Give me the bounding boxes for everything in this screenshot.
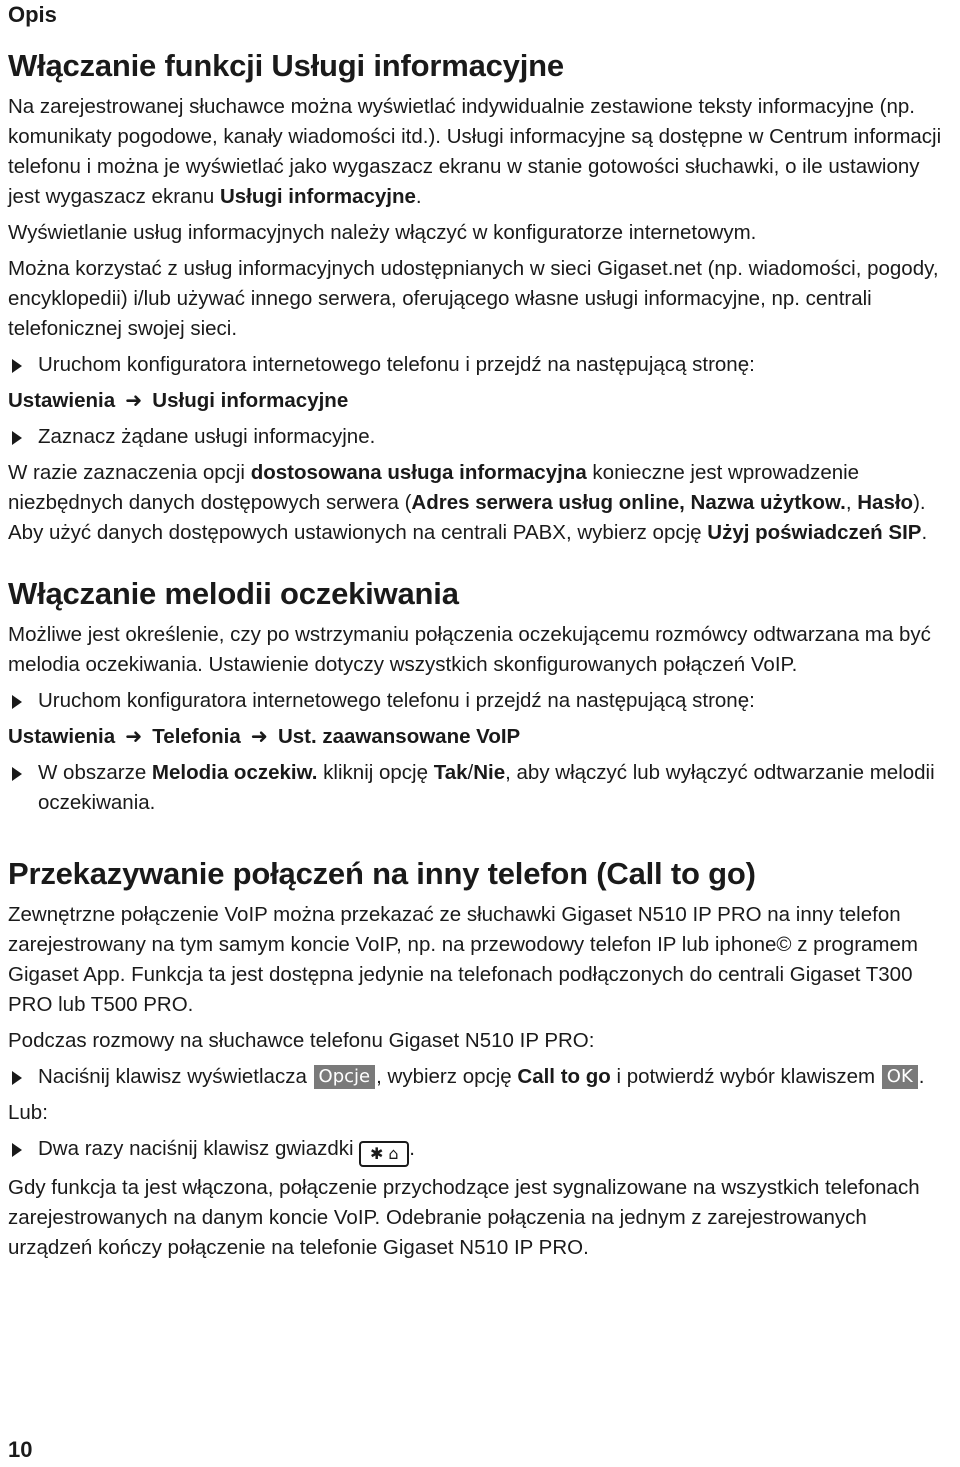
step-toggle-hold-music: W obszarze Melodia oczekiw. kliknij opcję Tak/Nie, aby włączyć lub wyłączyć odtwarzanie melodii oczekiwania. bbox=[8, 758, 952, 818]
heading-info-services: Włączanie funkcji Usługi informacyjne bbox=[8, 48, 564, 83]
document-page bbox=[8, 0, 952, 1263]
paragraph-call-to-go-result: Gdy funkcja ta jest włączona, połączenie przychodzące jest sygnalizowane na wszystkich telefonach zarejestrowanych na danym koncie VoIP. Odebranie połączenia na jednym z zarejestrowanych urządzeń kończy połączenie na telefonie Gigaset N510 IP PRO. bbox=[8, 1176, 920, 1259]
bullet-triangle-icon bbox=[12, 1143, 22, 1157]
paragraph-hold-intro: Możliwe jest określenie, czy po wstrzymaniu połączenia oczekującemu rozmówcy odtwarzana ma być melodia oczekiwania. Ustawienie dotyczy wszystkich skonfigurowanych połączeń VoIP. bbox=[8, 623, 931, 676]
paragraph-info-enable: Wyświetlanie usług informacyjnych należy włączyć w konfiguratorze internetowym. bbox=[8, 221, 757, 244]
paragraph-or: Lub: bbox=[8, 1101, 48, 1124]
paragraph-info-sources: Można korzystać z usług informacyjnych udostępnianych w sieci Gigaset.net (np. wiadomości, pogody, encyklopedii) i/lub używać innego serwera, oferującego własne usługi informacyjne, np. centrali telefonicznej swojej sieci. bbox=[8, 257, 939, 340]
bullet-triangle-icon bbox=[12, 431, 22, 445]
arrow-right-icon: ➜ bbox=[250, 725, 268, 748]
ok-softkey-icon: OK bbox=[882, 1065, 918, 1089]
step-press-options: Naciśnij klawisz wyświetlacza Opcje , wybierz opcję Call to go i potwierdź wybór klawiszem OK . bbox=[8, 1062, 952, 1092]
arrow-right-icon: ➜ bbox=[125, 389, 143, 412]
heading-hold-music: Włączanie melodii oczekiwania bbox=[8, 576, 459, 611]
bullet-triangle-icon bbox=[12, 1071, 22, 1085]
bullet-triangle-icon bbox=[12, 767, 22, 781]
menu-path-info-services: Ustawienia ➜ Usługi informacyjne bbox=[8, 386, 952, 416]
options-softkey-icon: Opcje bbox=[314, 1065, 376, 1089]
paragraph-custom-service: W razie zaznaczenia opcji dostosowana usługa informacyjna konieczne jest wprowadzenie niezbędnych danych dostępowych serwera (Adres serwera usług online, Nazwa użytkow., Hasło). Aby użyć danych dostępowych ustawionych na centrali PABX, wybierz opcję Użyj poświadczeń SIP. bbox=[8, 461, 928, 544]
heading-call-to-go: Przekazywanie połączeń na inny telefon (Call to go) bbox=[8, 856, 756, 891]
paragraph-during-call: Podczas rozmowy na słuchawce telefonu Gigaset N510 IP PRO: bbox=[8, 1029, 595, 1052]
section-label: Opis bbox=[8, 2, 57, 27]
step-press-star: Dwa razy naciśnij klawisz gwiazdki ✱ ⌂ . bbox=[8, 1134, 952, 1167]
step-select-services: Zaznacz żądane usługi informacyjne. bbox=[8, 422, 952, 452]
paragraph-call-to-go-intro: Zewnętrzne połączenie VoIP można przekazać ze słuchawki Gigaset N510 IP PRO na inny telefon zarejestrowany na tym samym koncie VoIP, np. na przewodowy telefon IP lub iphone© z programem Gigaset App. Funkcja ta jest dostępna jedynie na telefonach podłączonych do centrali Gigaset T300 PRO lub T500 PRO. bbox=[8, 903, 918, 1016]
step-open-configurator: Uruchom konfiguratora internetowego telefonu i przejdź na następującą stronę: bbox=[8, 350, 952, 380]
paragraph-info-intro: Na zarejestrowanej słuchawce można wyświetlać indywidualnie zestawione teksty informacyjne (np. komunikaty pogodowe, kanały wiadomości itd.). Usługi informacyjne są dostępne w Centrum informacji telefonu i można je wyświetlać jako wygaszacz ekranu w stanie gotowości słuchawki, o ile ustawiony jest wygaszacz ekranu Usługi informacyjne. bbox=[8, 95, 942, 208]
menu-path-voip-advanced: Ustawienia ➜ Telefonia ➜ Ust. zaawansowane VoIP bbox=[8, 722, 952, 752]
bullet-triangle-icon bbox=[12, 359, 22, 373]
page-number: 10 bbox=[8, 1437, 33, 1462]
star-key-icon: ✱ ⌂ bbox=[359, 1141, 409, 1167]
step-open-configurator-2: Uruchom konfiguratora internetowego telefonu i przejdź na następującą stronę: bbox=[8, 686, 952, 716]
bullet-triangle-icon bbox=[12, 695, 22, 709]
arrow-right-icon: ➜ bbox=[125, 725, 143, 748]
